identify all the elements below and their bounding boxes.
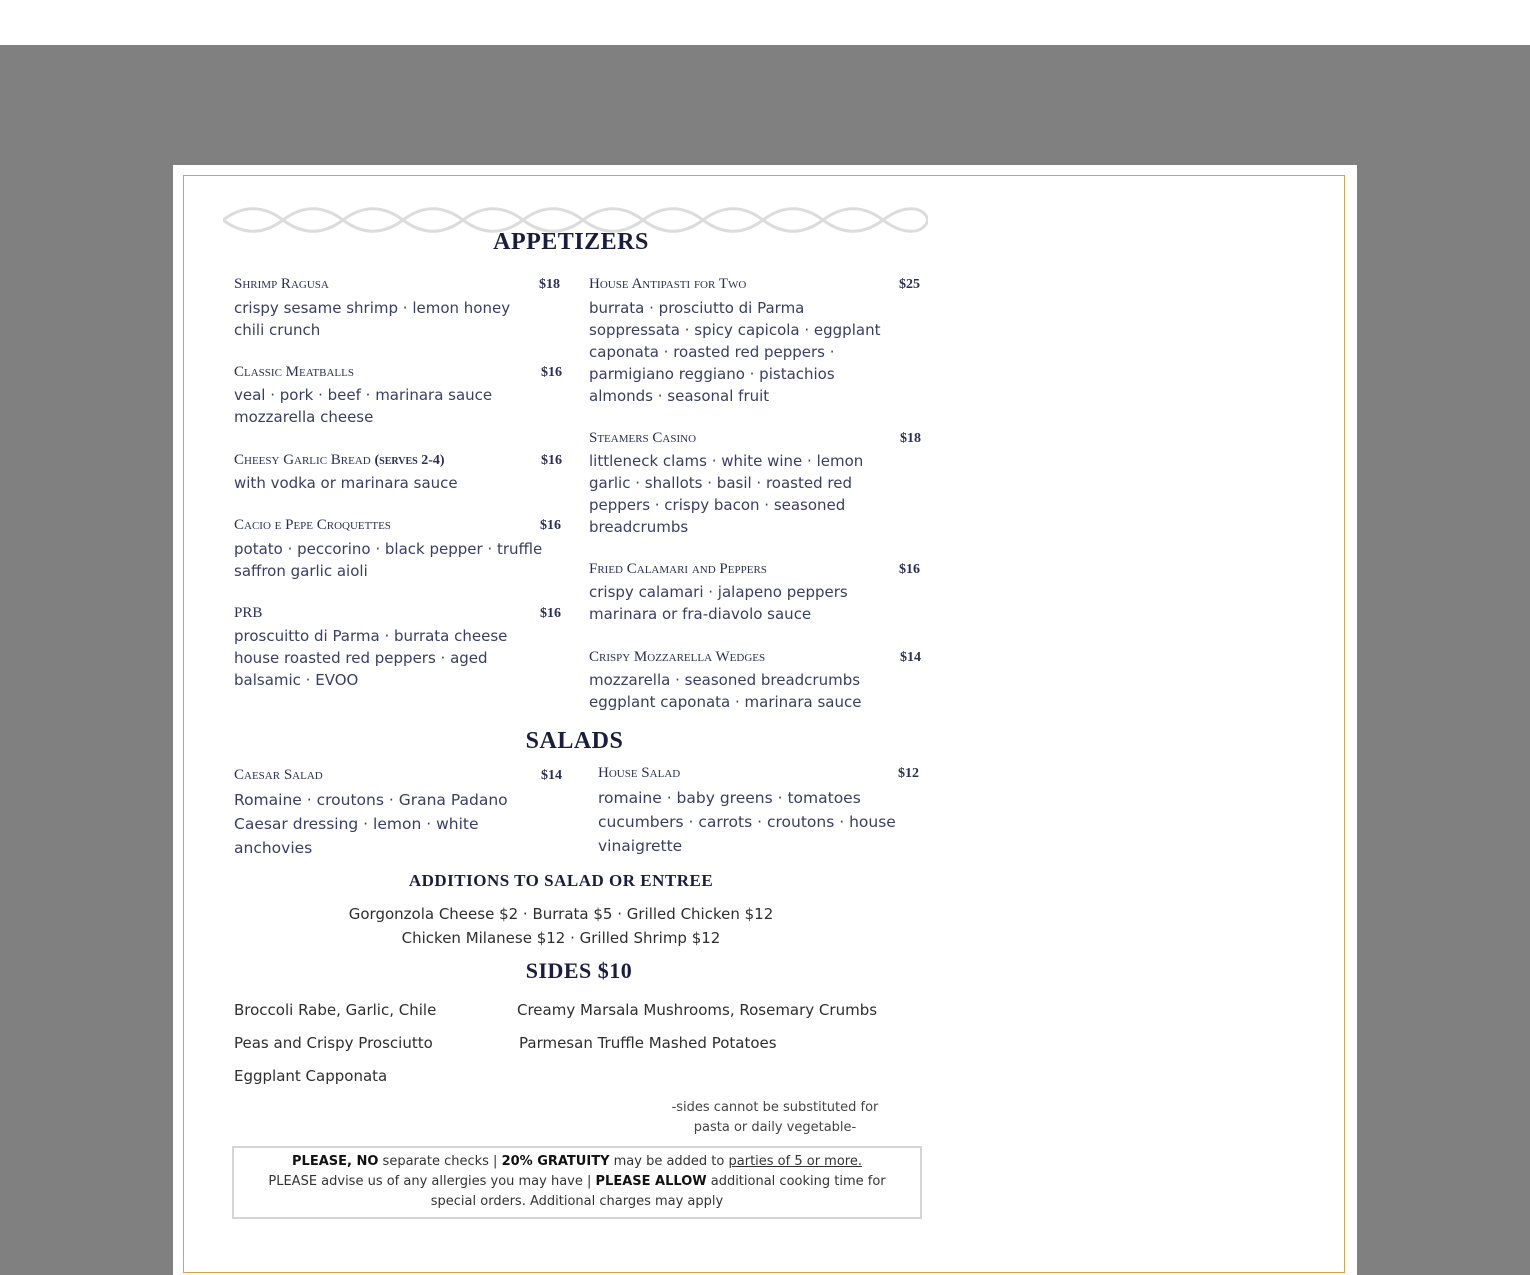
notice-line-1 bbox=[234, 1152, 920, 1172]
item-price-cacio-e-pepe-croquettes: $16 bbox=[540, 518, 561, 533]
desc-line: balsamic · EVOO bbox=[234, 671, 359, 689]
notice-text: PLEASE advise us of any allergies you may have | bbox=[268, 1174, 596, 1189]
item-price-cheesy-garlic-bread: $16 bbox=[541, 453, 562, 468]
sides-note-line: pasta or daily vegetable- bbox=[693, 1120, 857, 1135]
sides-note bbox=[653, 1098, 897, 1138]
item-price-caesar-salad: $14 bbox=[541, 768, 562, 783]
desc-line: proscuitto di Parma · burrata cheese bbox=[234, 627, 508, 645]
desc-line: garlic · shallots · basil · roasted red bbox=[589, 474, 852, 492]
item-name-shrimp-ragusa: Shrimp Ragusa bbox=[234, 276, 329, 292]
notice-emphasis: PLEASE ALLOW bbox=[595, 1174, 707, 1189]
menu-content bbox=[173, 165, 1357, 1275]
desc-line: with vodka or marinara sauce bbox=[234, 474, 458, 492]
item-desc-crispy-mozzarella-wedges bbox=[589, 669, 861, 713]
item-desc-fried-calamari bbox=[589, 581, 848, 625]
desc-line: mozzarella · seasoned breadcrumbs bbox=[589, 671, 861, 689]
item-price-house-salad: $12 bbox=[898, 766, 919, 781]
menu-page bbox=[173, 165, 1357, 1275]
desc-line: marinara or fra-diavolo sauce bbox=[589, 605, 812, 623]
desc-line: crispy calamari · jalapeno peppers bbox=[589, 583, 848, 601]
item-name-classic-meatballs: Classic Meatballs bbox=[234, 364, 354, 380]
desc-line: caponata · roasted red peppers · bbox=[589, 343, 835, 361]
item-price-shrimp-ragusa: $18 bbox=[539, 277, 560, 292]
desc-line: peppers · crispy bacon · seasoned bbox=[589, 496, 846, 514]
item-desc-shrimp-ragusa bbox=[234, 297, 510, 341]
item-price-crispy-mozzarella-wedges: $14 bbox=[900, 650, 921, 665]
sides-note-line: -sides cannot be substituted for bbox=[671, 1100, 879, 1115]
desc-line: house roasted red peppers · aged bbox=[234, 649, 488, 667]
item-name-prb: PRB bbox=[234, 605, 263, 621]
desc-line: Caesar dressing · lemon · white bbox=[234, 815, 479, 833]
desc-line: mozzarella cheese bbox=[234, 408, 374, 426]
notice-emphasis: 20% GRATUITY bbox=[501, 1154, 610, 1169]
notice-emphasis: PLEASE, NO bbox=[292, 1154, 379, 1169]
item-name-cheesy-garlic-bread bbox=[234, 452, 445, 469]
item-name-caesar-salad: Caesar Salad bbox=[234, 767, 323, 783]
side-item: Peas and Crispy Prosciutto bbox=[234, 1034, 433, 1052]
item-name-steamers-casino: Steamers Casino bbox=[589, 430, 697, 446]
item-price-fried-calamari: $16 bbox=[899, 562, 920, 577]
item-name-text: Cheesy Garlic Bread bbox=[234, 452, 371, 468]
desc-line: veal · pork · beef · marinara sauce bbox=[234, 386, 493, 404]
desc-line: parmigiano reggiano · pistachios bbox=[589, 365, 835, 383]
desc-line: burrata · prosciutto di Parma bbox=[589, 299, 805, 317]
desc-line: breadcrumbs bbox=[589, 518, 689, 536]
desc-line: anchovies bbox=[234, 839, 313, 857]
top-bar bbox=[0, 0, 1530, 45]
desc-line: vinaigrette bbox=[598, 837, 683, 855]
side-item: Eggplant Capponata bbox=[234, 1067, 388, 1085]
desc-line: eggplant caponata · marinara sauce bbox=[589, 693, 862, 711]
desc-line: chili crunch bbox=[234, 321, 321, 339]
policy-notice-box bbox=[232, 1146, 922, 1219]
item-price-steamers-casino: $18 bbox=[900, 431, 921, 446]
desc-line: potato · peccorino · black pepper · truffle bbox=[234, 540, 543, 558]
item-price-prb: $16 bbox=[540, 606, 561, 621]
item-desc-cacio-e-pepe-croquettes bbox=[234, 538, 542, 582]
item-desc-cheesy-garlic-bread bbox=[234, 472, 458, 494]
notice-underlined: parties of 5 or more. bbox=[728, 1154, 862, 1169]
appetizers-title: APPETIZERS bbox=[493, 229, 649, 255]
item-desc-prb bbox=[234, 625, 507, 691]
item-name-serves: (serves 2-4) bbox=[374, 453, 445, 468]
desc-line: romaine · baby greens · tomatoes bbox=[598, 789, 861, 807]
notice-text: may be added to bbox=[609, 1154, 729, 1169]
item-desc-house-antipasti bbox=[589, 297, 880, 407]
notice-text: separate checks | bbox=[378, 1154, 502, 1169]
item-name-cacio-e-pepe-croquettes: Cacio e Pepe Croquettes bbox=[234, 517, 391, 533]
item-name-house-antipasti: House Antipasti for Two bbox=[589, 276, 747, 292]
notice-line-3: special orders. Additional charges may apply bbox=[430, 1194, 724, 1209]
item-price-classic-meatballs: $16 bbox=[541, 365, 562, 380]
item-desc-classic-meatballs bbox=[234, 384, 492, 428]
item-name-crispy-mozzarella-wedges: Crispy Mozzarella Wedges bbox=[589, 649, 766, 665]
desc-line: soppressata · spicy capicola · eggplant bbox=[589, 321, 881, 339]
desc-line: littleneck clams · white wine · lemon bbox=[589, 452, 864, 470]
sides-title: SIDES $10 bbox=[525, 958, 633, 983]
notice-text: additional cooking time for bbox=[706, 1174, 886, 1189]
side-item: Creamy Marsala Mushrooms, Rosemary Crumbs bbox=[517, 1001, 878, 1019]
additions-title: ADDITIONS TO SALAD OR ENTREE bbox=[408, 871, 714, 890]
desc-line: saffron garlic aioli bbox=[234, 562, 368, 580]
item-price-house-antipasti: $25 bbox=[899, 277, 920, 292]
side-item: Broccoli Rabe, Garlic, Chile bbox=[234, 1001, 437, 1019]
salads-title: SALADS bbox=[525, 728, 624, 754]
additions-line: Gorgonzola Cheese $2 · Burrata $5 · Grilled Chicken $12 bbox=[348, 905, 774, 923]
desc-line: almonds · seasonal fruit bbox=[589, 387, 770, 405]
desc-line: cucumbers · carrots · croutons · house bbox=[598, 813, 896, 831]
item-desc-house-salad bbox=[598, 786, 896, 858]
additions-line: Chicken Milanese $12 · Grilled Shrimp $12 bbox=[401, 929, 721, 947]
notice-line-2 bbox=[234, 1172, 920, 1192]
item-desc-steamers-casino bbox=[589, 450, 863, 538]
item-name-house-salad: House Salad bbox=[598, 765, 681, 781]
side-item: Parmesan Truffle Mashed Potatoes bbox=[519, 1034, 777, 1052]
item-desc-caesar-salad bbox=[234, 788, 508, 860]
item-name-fried-calamari: Fried Calamari and Peppers bbox=[589, 561, 767, 577]
desc-line: Romaine · croutons · Grana Padano bbox=[234, 791, 508, 809]
desc-line: crispy sesame shrimp · lemon honey bbox=[234, 299, 511, 317]
